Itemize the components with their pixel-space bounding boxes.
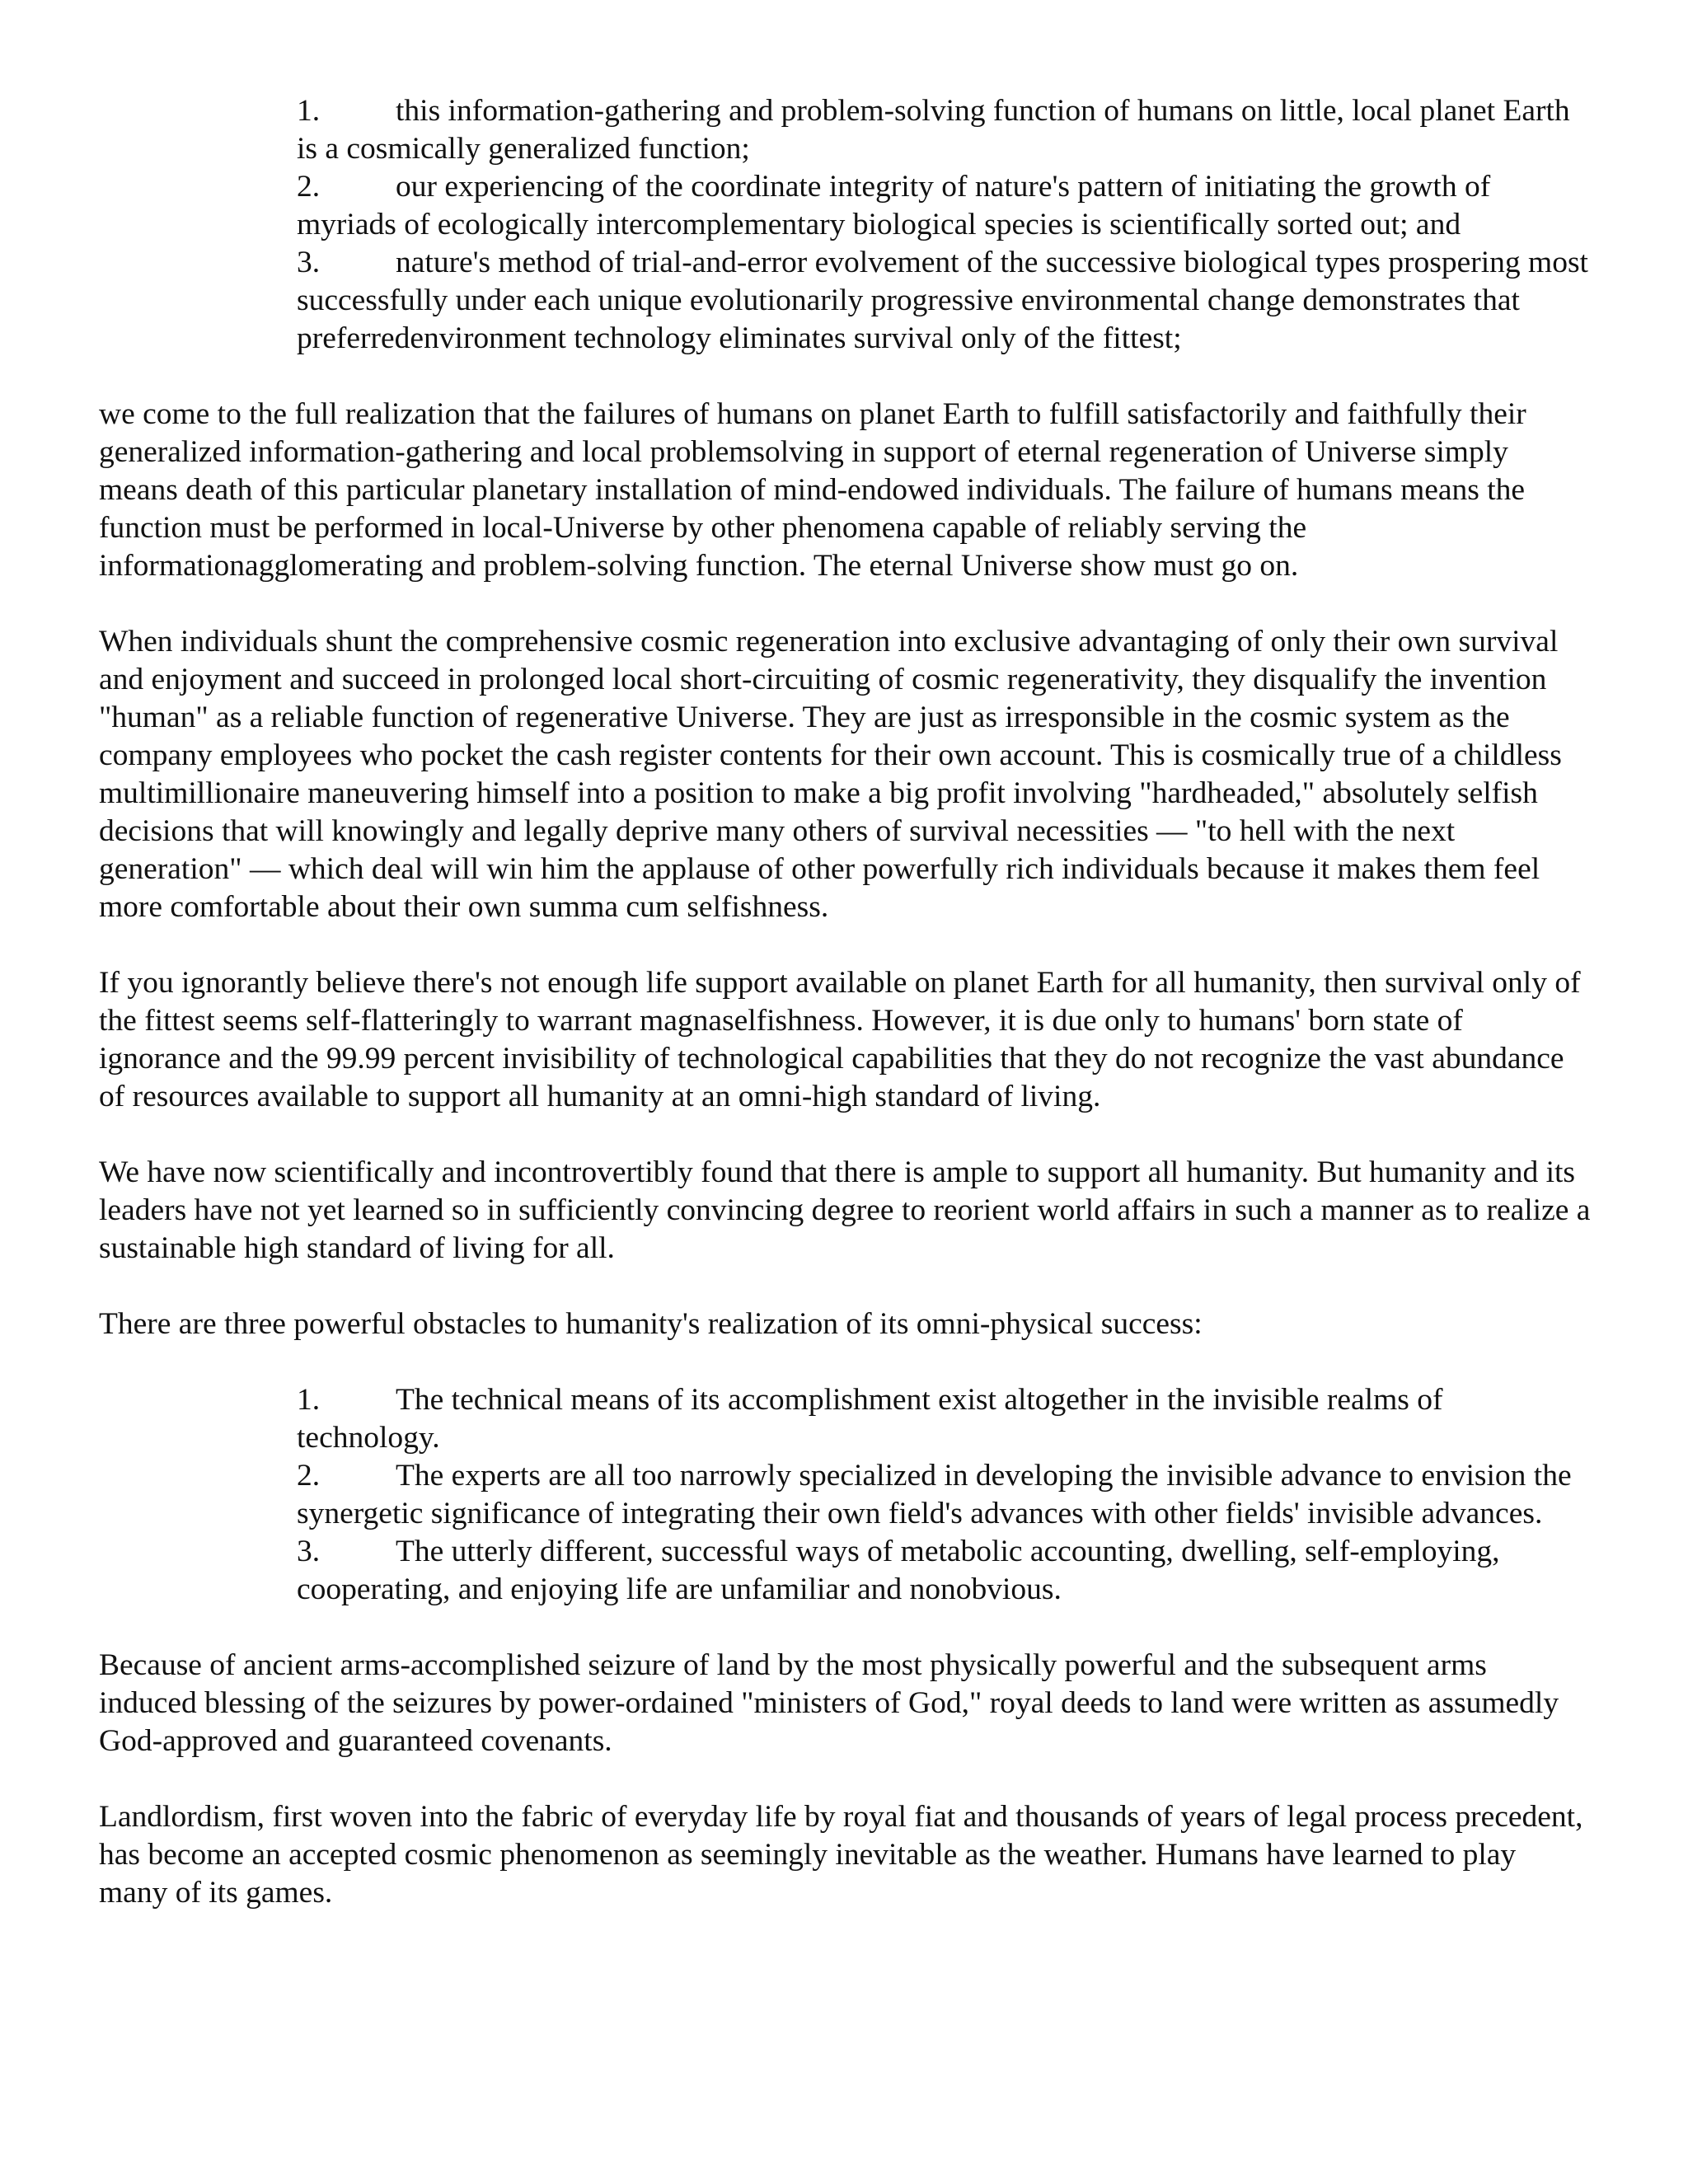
paragraph-land-seizure: Because of ancient arms-accomplished seizure of land by the most physically powerful and the subsequent arms induced blessing of the seizures by power-ordained "ministers of God," royal deeds to land were written as assumedly God-approved and guaranteed covenants.	[99, 1648, 1559, 1758]
list-item	[297, 1381, 1591, 1457]
list-item-number: 1.	[297, 1383, 321, 1417]
list-item	[297, 168, 1591, 244]
list-item	[297, 1533, 1591, 1609]
list-item-number: 3.	[297, 1535, 321, 1568]
paragraph-realization: we come to the full realization that the failures of humans on planet Earth to fulfill satisfactorily and faithfully their generalized information-gathering and local problemsolving in support of eternal regeneration of Universe simply means death of this particular planetary installation of mind-endowed individuals. The failure of humans means the function must be performed in local-Universe by other phenomena capable of reliably serving the informationagglomerating and problem-solving function. The eternal Universe show must go on.	[99, 397, 1526, 583]
list-item-text: The utterly different, successful ways of metabolic accounting, dwelling, self-employing, cooperating, and enjoying life are unfamiliar and nonobvious.	[297, 1535, 1500, 1606]
list-item	[297, 244, 1591, 358]
list-item-number: 3.	[297, 246, 321, 279]
paragraph-three-obstacles: There are three powerful obstacles to humanity's realization of its omni-physical success:	[99, 1307, 1203, 1341]
list-item-text: our experiencing of the coordinate integrity of nature's pattern of initiating the growth of myriads of ecologically intercomplementary biological species is scientifically sorted out; and	[297, 170, 1491, 241]
paragraph-ample-support: We have now scientifically and incontrovertibly found that there is ample to support all humanity. But humanity and its leaders have not yet learned so in sufficiently convincing degree to reorient world affairs in such a manner as to realize a sustainable high standard of living for all.	[99, 1155, 1591, 1265]
numbered-list-functions	[297, 92, 1591, 358]
list-item-number: 2.	[297, 1459, 321, 1493]
list-item-text: The technical means of its accomplishment exist altogether in the invisible realms of technology.	[297, 1383, 1443, 1455]
list-item-number: 1.	[297, 94, 321, 128]
paragraph-individuals-shunt: When individuals shunt the comprehensive cosmic regeneration into exclusive advantaging of only their own survival and enjoyment and succeed in prolonged local short-circuiting of cosmic regenerativity, they disqualify the invention "human" as a reliable function of regenerative Universe. They are just as irresponsible in the cosmic system as the company employees who pocket the cash register contents for their own account. This is cosmically true of a childless multimillionaire maneuvering himself into a position to make a big profit involving "hardheaded," absolutely selfish decisions that will knowingly and legally deprive many others of survival necessities — "to hell with the next generation" — which deal will win him the applause of other powerfully rich individuals because it makes them feel more comfortable about their own summa cum selfishness.	[99, 625, 1562, 924]
list-item-text: The experts are all too narrowly specialized in developing the invisible advance to envision the synergetic significance of integrating their own field's advances with other fields' invisible advances.	[297, 1459, 1572, 1530]
list-item-number: 2.	[297, 170, 321, 204]
paragraph-landlordism: Landlordism, first woven into the fabric of everyday life by royal fiat and thousands of years of legal process precedent, has become an accepted cosmic phenomenon as seemingly inevitable as the weather. Humans have learned to play many of its games.	[99, 1800, 1583, 1910]
numbered-list-obstacles	[297, 1381, 1591, 1609]
list-item	[297, 92, 1591, 168]
paragraph-life-support: If you ignorantly believe there's not enough life support available on planet Earth for all humanity, then survival only of the fittest seems self-flatteringly to warrant magnaselfishness. However, it is due only to humans' born state of ignorance and the 99.99 percent invisibility of technological capabilities that they do not recognize the vast abundance of resources available to support all humanity at an omni-high standard of living.	[99, 966, 1581, 1113]
list-item-text: this information-gathering and problem-solving function of humans on little, local planet Earth is a cosmically generalized function;	[297, 94, 1570, 166]
list-item	[297, 1457, 1591, 1533]
document-page	[99, 92, 1591, 1912]
list-item-text: nature's method of trial-and-error evolvement of the successive biological types prospering most successfully under each unique evolutionarily progressive environmental change demonstrates that preferredenvironment technology eliminates survival only of the fittest;	[297, 246, 1588, 355]
